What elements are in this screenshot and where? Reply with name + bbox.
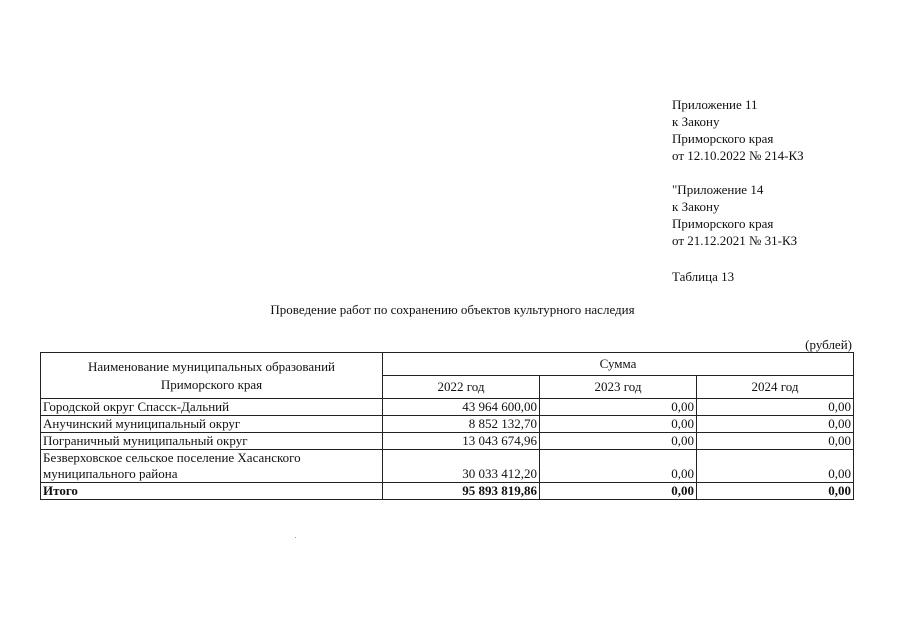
appendix-line: Приморского края: [672, 131, 774, 146]
appendix-line: к Закону: [672, 114, 720, 129]
appendix-line: Приморского края: [672, 216, 774, 231]
appendix-11-reference: [672, 96, 872, 164]
name-line: Безверховское сельское поселение Хасанского: [43, 450, 301, 465]
municipality-name: Городской округ Спасск-Дальний: [41, 399, 383, 416]
appendix-line: от 21.12.2021 № 31-КЗ: [672, 233, 798, 248]
appendix-line: от 12.10.2022 № 214-КЗ: [672, 148, 804, 163]
total-2023: 0,00: [540, 483, 697, 500]
amount-2024: 0,00: [697, 399, 854, 416]
table-number: Таблица 13: [672, 269, 735, 284]
appendix-line: к Закону: [672, 199, 720, 214]
header-line: Наименование муниципальных образований: [87, 358, 336, 374]
table-header-row: [41, 353, 854, 376]
amount-2024: 0,00: [697, 433, 854, 450]
amount-2023: 0,00: [540, 416, 697, 433]
appendix-line: "Приложение 14: [672, 182, 764, 197]
amount-2022: 13 043 674,96: [383, 433, 540, 450]
municipality-name: [41, 450, 383, 483]
header-line: Приморского края: [160, 376, 263, 392]
amount-2023: 0,00: [540, 450, 697, 483]
year-header-2024: 2024 год: [697, 376, 854, 399]
appendix-14-reference: [672, 181, 872, 249]
scan-speck: [295, 537, 296, 538]
total-row: [41, 483, 854, 500]
municipality-name: Пограничный муниципальный округ: [41, 433, 383, 450]
units-label: (рублей): [805, 337, 852, 352]
amount-2023: 0,00: [540, 433, 697, 450]
table-row: [41, 399, 854, 416]
table-row: [41, 433, 854, 450]
document-title: Проведение работ по сохранению объектов культурного наследия: [270, 302, 635, 317]
municipality-column-header: [41, 353, 383, 399]
total-2022: 95 893 819,86: [383, 483, 540, 500]
year-header-2022: 2022 год: [383, 376, 540, 399]
amount-2022: 43 964 600,00: [383, 399, 540, 416]
amount-2024: 0,00: [697, 450, 854, 483]
year-header-2023: 2023 год: [540, 376, 697, 399]
funding-table: [40, 352, 854, 500]
amount-2023: 0,00: [540, 399, 697, 416]
amount-2022: 8 852 132,70: [383, 416, 540, 433]
amount-2024: 0,00: [697, 416, 854, 433]
amount-2022: 30 033 412,20: [383, 450, 540, 483]
total-label: Итого: [41, 483, 383, 500]
table-row: [41, 416, 854, 433]
table-row: [41, 450, 854, 483]
sum-column-header: Сумма: [383, 353, 854, 376]
name-line: муниципального района: [43, 466, 178, 481]
total-2024: 0,00: [697, 483, 854, 500]
municipality-name: Анучинский муниципальный округ: [41, 416, 383, 433]
appendix-line: Приложение 11: [672, 97, 758, 112]
